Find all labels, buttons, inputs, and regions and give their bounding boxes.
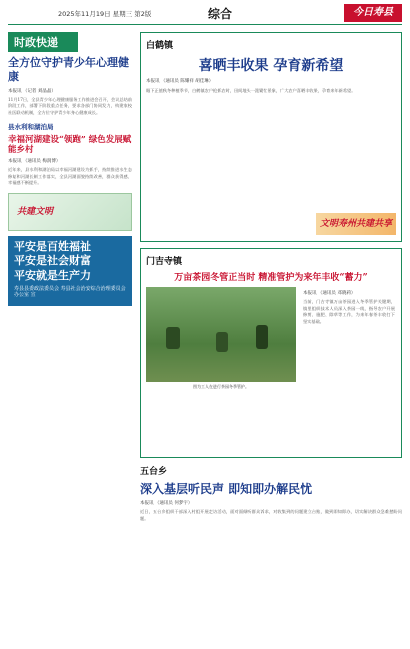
article-headline: 全方位守护青少年心理健康 [8, 56, 129, 84]
badge-text: 共建文明 [17, 206, 54, 217]
article2-byline: 本报讯 （通讯员 梅润博） [8, 159, 61, 165]
menjisi-text [303, 287, 395, 325]
newspaper-logo: 今日寿县 [344, 4, 402, 22]
worker-figure [216, 332, 228, 352]
left-column [8, 32, 132, 640]
menjisi-headline: 万亩茶园冬管正当时 精准管护为来年丰收“蓄力” [174, 273, 368, 283]
baihe-byline: 本报讯 （通讯员 陈耀祥 胡佳琳） [146, 79, 214, 84]
baihe-body: 眼下正值秋冬种植季节，白鹤镇农户抢抓农时，田间地头一派繁忙景象，广大农户喜晒丰收果，孕育来年新希望。 [146, 88, 356, 93]
civility-promo: 文明寿州共建共享 [316, 213, 396, 235]
baihe-columns [146, 88, 396, 95]
baihe-kicker: 白鹤镇 [146, 41, 174, 51]
wutai-kicker: 五台乡 [140, 467, 168, 477]
article2-body: 近年来，县水利和湖泊局以幸福河湖建设为抓手，持续推进水生态修复和河湖长制工作落实，全县河湖面貌持续改善，群众获得感、幸福感不断提升。 [8, 167, 132, 186]
article-body: 11月17日，全县青少年心理健康服务工作推进会召开，会议总结前阶段工作，部署下阶段重点任务，要求各部门协同发力，构建家校社医联动机制，全方位守护青少年身心健康成长。 [8, 96, 132, 115]
slogan-org: 寿县县委政法委员会 寿县社会治安综合治理委员会办公室 宣 [14, 285, 126, 299]
menjisi-feature-box [140, 248, 402, 458]
worker-figure [256, 325, 268, 349]
civility-badge [8, 193, 132, 231]
slogan-line-1: 平安是百姓福祉 [14, 239, 91, 253]
wutai-headline: 深入基层听民声 即知即办解民忧 [140, 482, 313, 496]
issue-date: 2025年11月19日 星期三 第2版 [58, 10, 152, 18]
wutai-body: 近日，五台乡组织干部深入村组开展走访活动，面对面倾听群众诉求，对收集到的问题建立台账，做到即知即办，切实解决群众急难愁盼问题。 [140, 509, 402, 521]
header-rule [8, 24, 402, 25]
wutai-article [140, 464, 402, 522]
section-title: 综合 [208, 7, 233, 21]
menjisi-kicker: 门吉寺镇 [146, 257, 183, 267]
slogan-line-3: 平安就是生产力 [14, 268, 91, 282]
article2-kicker: 县水利和湖泊局 [8, 123, 54, 132]
article2-headline: 幸福河湖建设“领跑” 绿色发展赋能乡村 [8, 135, 132, 156]
slogan-line-2: 平安是社会财富 [14, 254, 91, 268]
article-byline: 本报讯 （记者 刘晶晶） [8, 88, 56, 94]
menjisi-byline: 本报讯 （通讯员 邓晓莉） [303, 291, 356, 296]
safety-slogan [8, 236, 132, 306]
column-tag: 时政快递 [8, 32, 78, 52]
right-column [140, 32, 402, 640]
baihe-headline: 喜晒丰收果 孕育新希望 [198, 58, 344, 74]
worker-figure [166, 327, 180, 349]
photo-caption: 图为工人在进行茶园冬季管护。 [193, 384, 249, 389]
menjisi-body: 当前，门吉寺镇万亩茶园进入冬季管护关键期，镇里组织技术人员深入茶园一线，指导农户开展修剪、施肥、除草等工作，为来年春茶丰收打下坚实基础。 [303, 299, 395, 324]
page-header [0, 0, 410, 32]
wutai-byline: 本报讯 （通讯员 何梦宇） [140, 501, 193, 506]
baihe-feature-box [140, 32, 402, 242]
tea-garden-photo [146, 287, 296, 382]
